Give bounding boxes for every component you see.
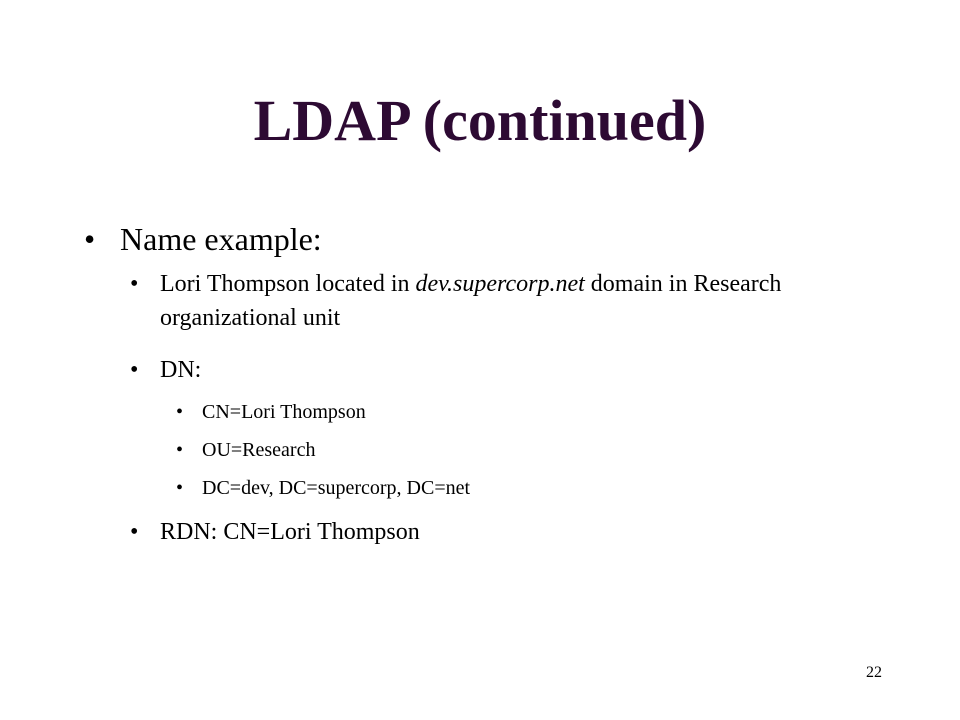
bullet-icon: • <box>130 271 139 297</box>
bullet-dn-dc <box>176 476 470 501</box>
bullet-dn <box>130 354 890 388</box>
bullet-icon: • <box>176 439 184 461</box>
bullet-lori-thompson <box>130 268 890 335</box>
bullet-text: CN=Lori Thompson <box>202 401 366 423</box>
bullet-icon: • <box>84 221 96 257</box>
bullet-rdn <box>130 516 890 550</box>
bullet-text: DN: <box>160 357 202 383</box>
bullet-text: RDN: CN=Lori Thompson <box>160 519 420 545</box>
bullet-dn-cn <box>176 400 366 425</box>
text-suffix: domain in Research organizational unit <box>160 271 782 331</box>
slide-title: LDAP (continued) <box>253 88 707 153</box>
bullet-icon: • <box>130 357 139 383</box>
page-number: 22 <box>866 664 882 681</box>
bullet-text: OU=Research <box>202 439 316 461</box>
bullet-icon: • <box>130 519 139 545</box>
bullet-icon: • <box>176 477 184 499</box>
domain-name: dev.supercorp.net <box>415 271 585 297</box>
bullet-dn-ou <box>176 438 315 463</box>
bullet-icon: • <box>176 401 184 423</box>
bullet-text: DC=dev, DC=supercorp, DC=net <box>202 477 471 499</box>
text-prefix: Lori Thompson located in <box>160 271 416 297</box>
bullet-text: Name example: <box>120 221 322 257</box>
bullet-text <box>160 268 880 335</box>
bullet-name-example <box>84 220 322 258</box>
